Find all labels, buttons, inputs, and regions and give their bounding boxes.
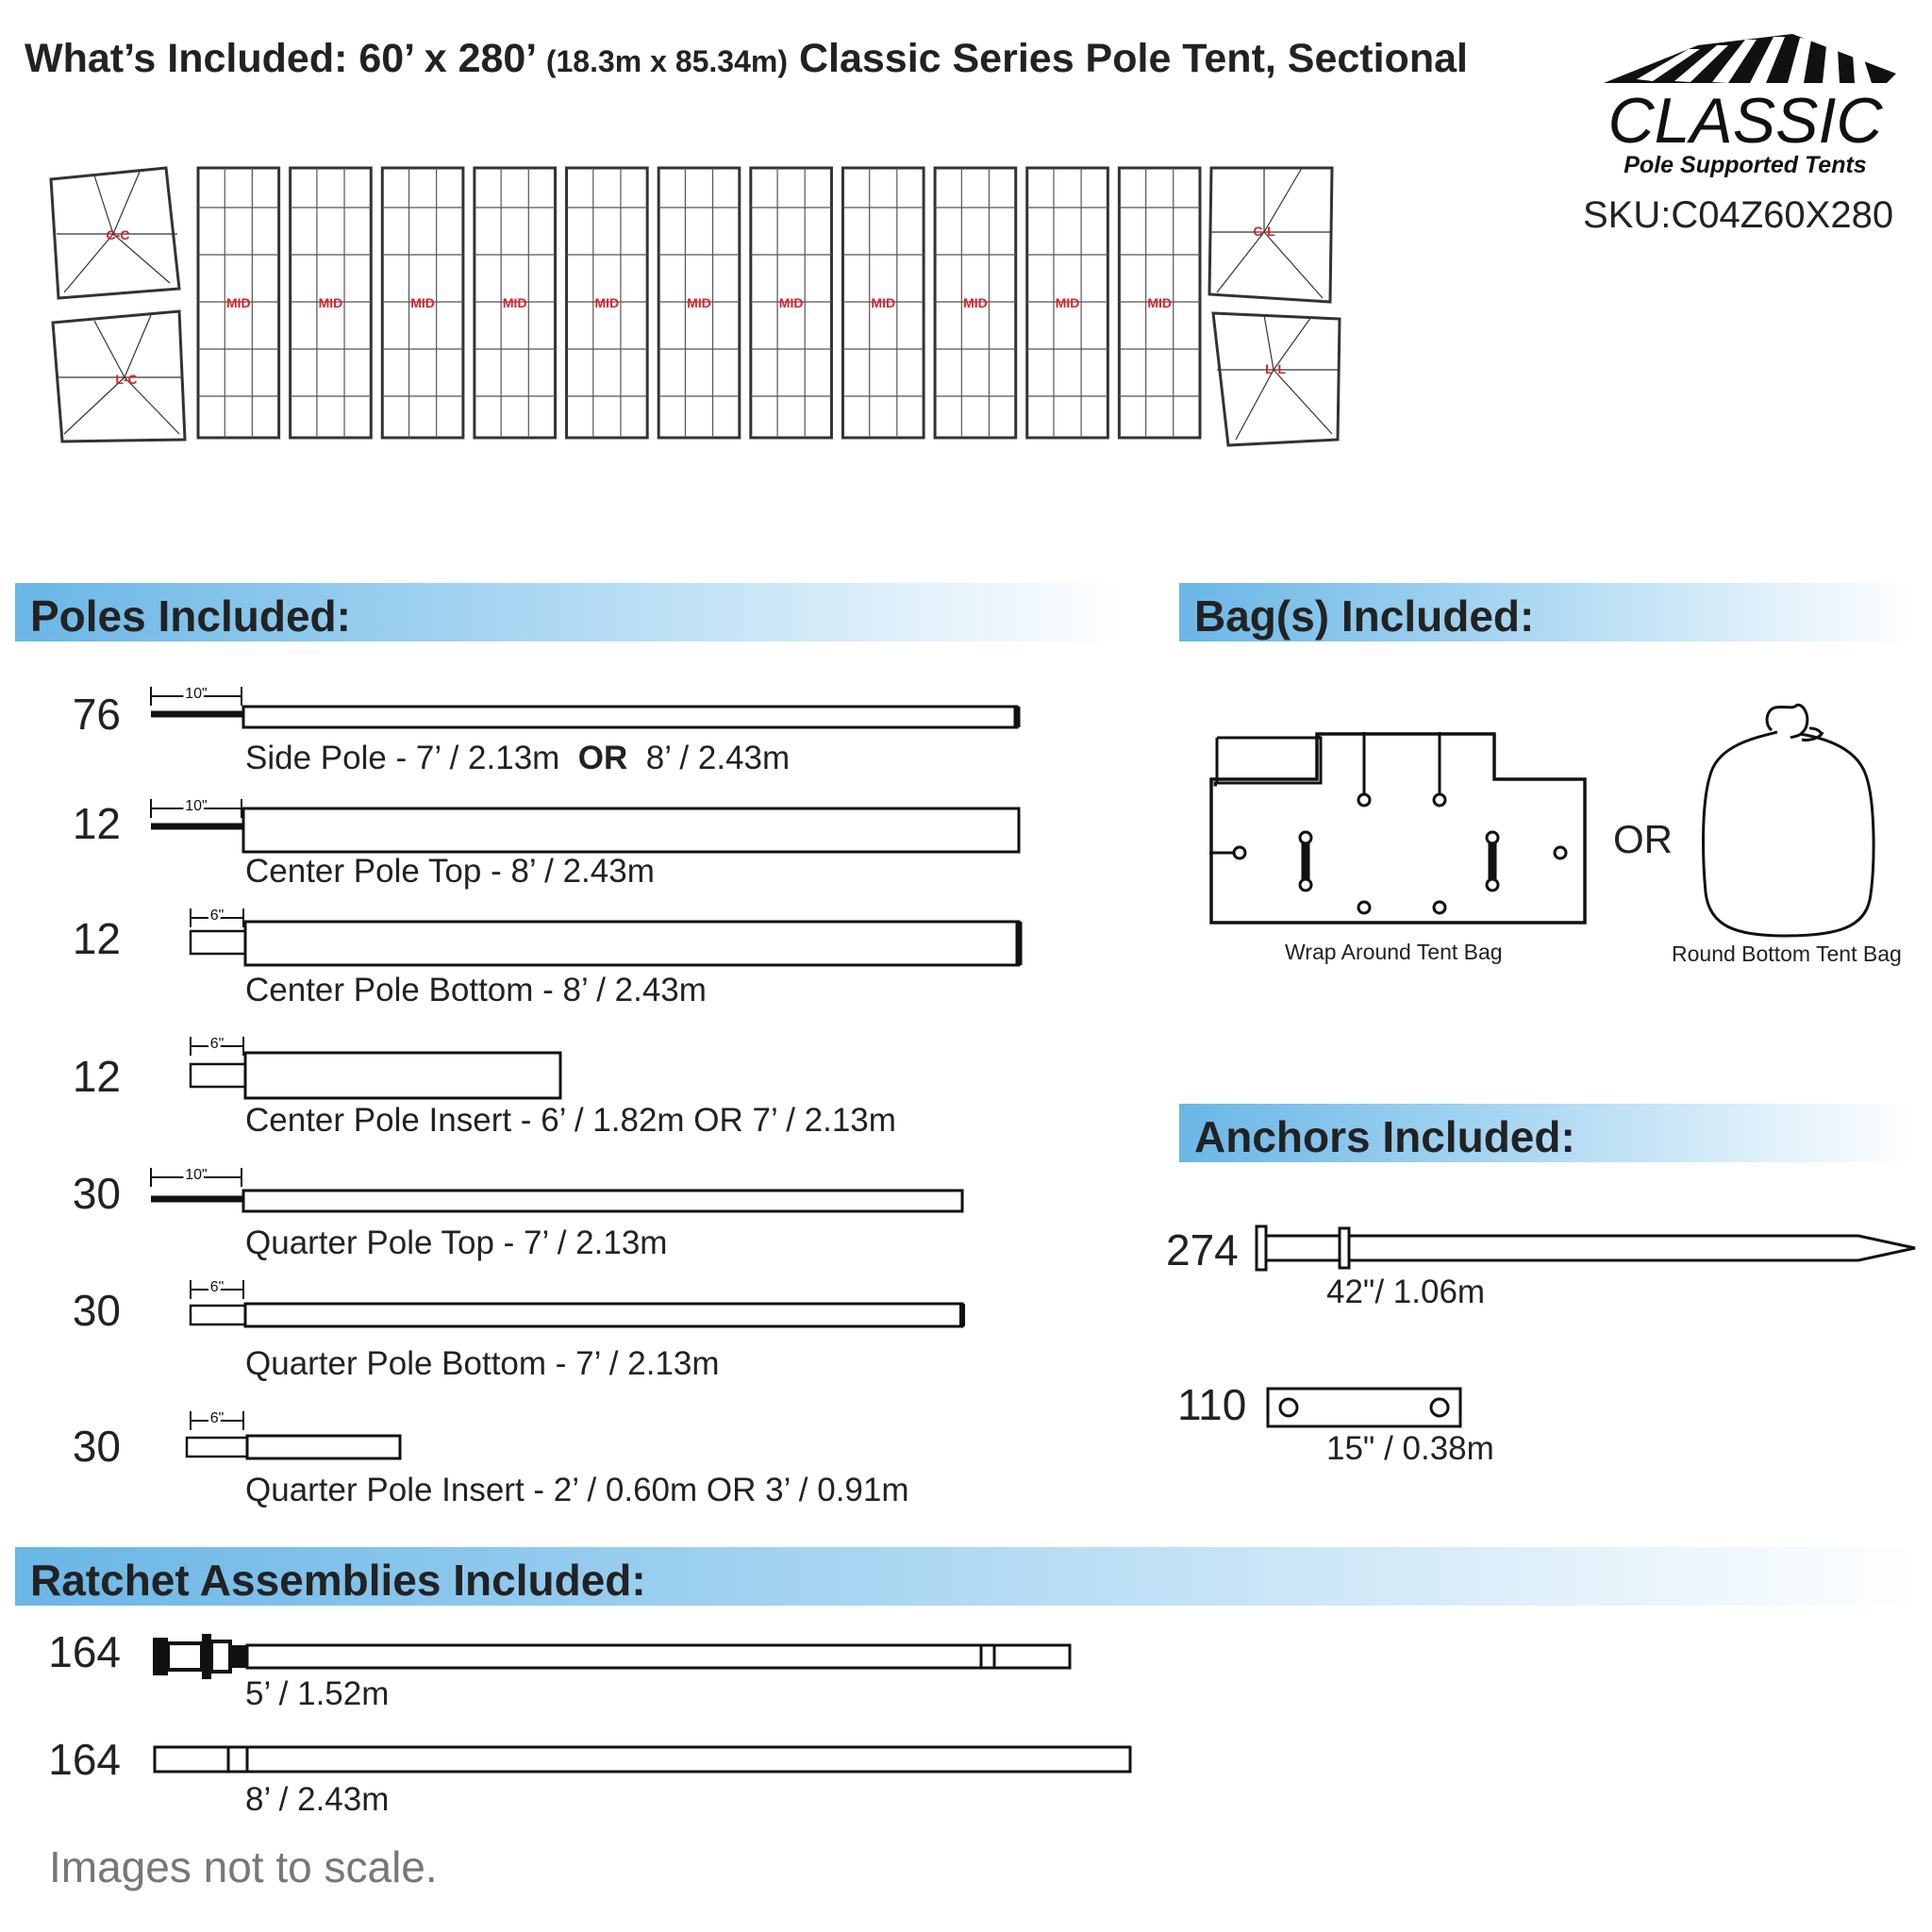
bags-heading: Bag(s) Included:: [1194, 591, 1535, 641]
ratchets-heading: Ratchet Assemblies Included:: [30, 1556, 646, 1605]
mid-section: [842, 168, 924, 438]
side-pole-qty: 76: [72, 690, 121, 739]
center-pole-bottom-qty: 12: [72, 914, 121, 963]
dim-label-center-insert: 6": [209, 1036, 225, 1052]
mid-section-label: MID: [1055, 295, 1080, 310]
mid-section-label: MID: [594, 295, 620, 310]
title-rest: Classic Series Pole Tent, Sectional: [798, 36, 1468, 81]
stake-anchor-drawing: [1255, 1223, 1924, 1274]
tent-section-layout: [38, 151, 1358, 453]
anchors-heading: Anchors Included:: [1194, 1112, 1575, 1161]
mid-section: [291, 168, 372, 438]
center-pole-top-label: Center Pole Top - 8’ / 2.43m: [245, 853, 655, 890]
title-metric: (18.3m x 85.34m): [545, 44, 788, 78]
dim-label-quarter-insert: 6": [209, 1410, 225, 1426]
dim-label-quarter-bottom: 6": [209, 1279, 225, 1295]
mid-section-label: MID: [778, 295, 804, 310]
dim-label-quarter-top: 10": [185, 1167, 208, 1183]
round-bottom-bag-drawing: [1698, 700, 1887, 947]
mid-section-label: MID: [225, 295, 251, 310]
center-pole-bottom-drawing: [191, 922, 1019, 965]
ratchet-strap-8ft-drawing: [151, 1741, 1132, 1779]
dim-label-side-pole: 10": [185, 686, 208, 702]
mid-section-label: MID: [502, 295, 527, 310]
round-bag-label: Round Bottom Tent Bag: [1672, 941, 1902, 966]
quarter-pole-top-drawing: [151, 1191, 962, 1211]
dim-label-center-bottom: 6": [209, 908, 225, 924]
plate-label: 15" / 0.38m: [1326, 1430, 1494, 1467]
quarter-pole-bottom-drawing: [191, 1304, 962, 1326]
ratchet-5ft-qty: 164: [48, 1627, 121, 1676]
not-to-scale-note: Images not to scale.: [49, 1842, 438, 1891]
mid-section-label: MID: [1147, 295, 1173, 310]
mid-section-label: MID: [410, 295, 435, 310]
sku-label: SKU:C04Z60X280: [1583, 194, 1894, 236]
brand-tagline: Pole Supported Tents: [1624, 152, 1867, 178]
wrap-bag-label: Wrap Around Tent Bag: [1285, 940, 1503, 964]
corner-label-cc: C-C: [106, 227, 130, 242]
brand-name: CLASSIC: [1607, 85, 1883, 157]
quarter-pole-bottom-label: Quarter Pole Bottom - 7’ / 2.13m: [245, 1345, 720, 1382]
corner-label-lc: L-C: [115, 372, 138, 387]
corner-section-ll: [1213, 313, 1340, 445]
ratchets-section-header: [15, 1547, 1921, 1606]
mid-section: [475, 168, 556, 438]
side-pole-drawing: [151, 707, 1017, 727]
center-pole-insert-drawing: [191, 1053, 560, 1098]
poles-drawings: [0, 660, 1057, 1528]
mid-section: [198, 168, 279, 438]
quarter-pole-insert-qty: 30: [72, 1422, 121, 1471]
tent-roof-icon: [1604, 34, 1896, 83]
mid-section-label: MID: [687, 295, 711, 310]
stake-qty: 274: [1166, 1225, 1239, 1274]
quarter-pole-insert-drawing: [187, 1436, 400, 1458]
bags-or: OR: [1613, 817, 1673, 861]
corner-label-cl: C-L: [1253, 224, 1275, 239]
mid-section: [751, 168, 832, 438]
page-title: [25, 36, 1468, 82]
poles-section-header: [15, 583, 1128, 641]
anchor-plate-drawing: [1264, 1385, 1464, 1432]
bags-section-header: [1179, 583, 1915, 641]
dim-label-center-top: 10": [185, 798, 208, 814]
wrap-around-tent-bag-image: [1209, 732, 1606, 945]
anchors-section-header: [1179, 1104, 1915, 1162]
side-pole-or: OR: [577, 740, 628, 776]
quarter-pole-top-qty: 30: [72, 1169, 121, 1218]
bag-outline: [1211, 734, 1585, 923]
title-main: What’s Included: 60’ x 280’: [25, 36, 535, 81]
mid-section-label: MID: [318, 295, 343, 310]
center-pole-top-drawing: [151, 808, 1019, 852]
mid-section-label: MID: [871, 295, 896, 310]
quarter-pole-bottom-qty: 30: [72, 1286, 121, 1335]
classic-logo: [1585, 26, 1906, 187]
poles-heading: Poles Included:: [30, 591, 351, 641]
ratchet-buckle-icon: [153, 1634, 247, 1679]
quarter-pole-insert-label: Quarter Pole Insert - 2’ / 0.60m OR 3’ / 0.91m: [245, 1472, 909, 1508]
mid-section: [935, 168, 1016, 438]
mid-section: [567, 168, 648, 438]
center-pole-insert-qty: 12: [72, 1052, 121, 1101]
side-pole-label: Side Pole - 7’ / 2.13m OR 8’ / 2.43m: [245, 740, 791, 776]
ratchet-5ft-label: 5’ / 1.52m: [245, 1675, 390, 1712]
center-pole-insert-label: Center Pole Insert - 6’ / 1.82m OR 7’ / 2.13m: [245, 1102, 896, 1139]
mid-section: [658, 168, 740, 438]
center-pole-bottom-label: Center Pole Bottom - 8’ / 2.43m: [245, 972, 707, 1008]
ratchet-8ft-qty: 164: [48, 1735, 121, 1784]
center-pole-top-qty: 12: [72, 799, 121, 848]
mid-section: [1119, 168, 1200, 438]
mid-section: [1027, 168, 1108, 438]
quarter-pole-top-label: Quarter Pole Top - 7’ / 2.13m: [245, 1224, 668, 1261]
plate-qty: 110: [1177, 1380, 1247, 1429]
mid-section: [382, 168, 463, 438]
mid-section-label: MID: [963, 295, 988, 310]
corner-label-ll: L-L: [1265, 361, 1286, 376]
ratchet-8ft-label: 8’ / 2.43m: [245, 1781, 390, 1818]
stake-label: 42"/ 1.06m: [1326, 1274, 1486, 1310]
